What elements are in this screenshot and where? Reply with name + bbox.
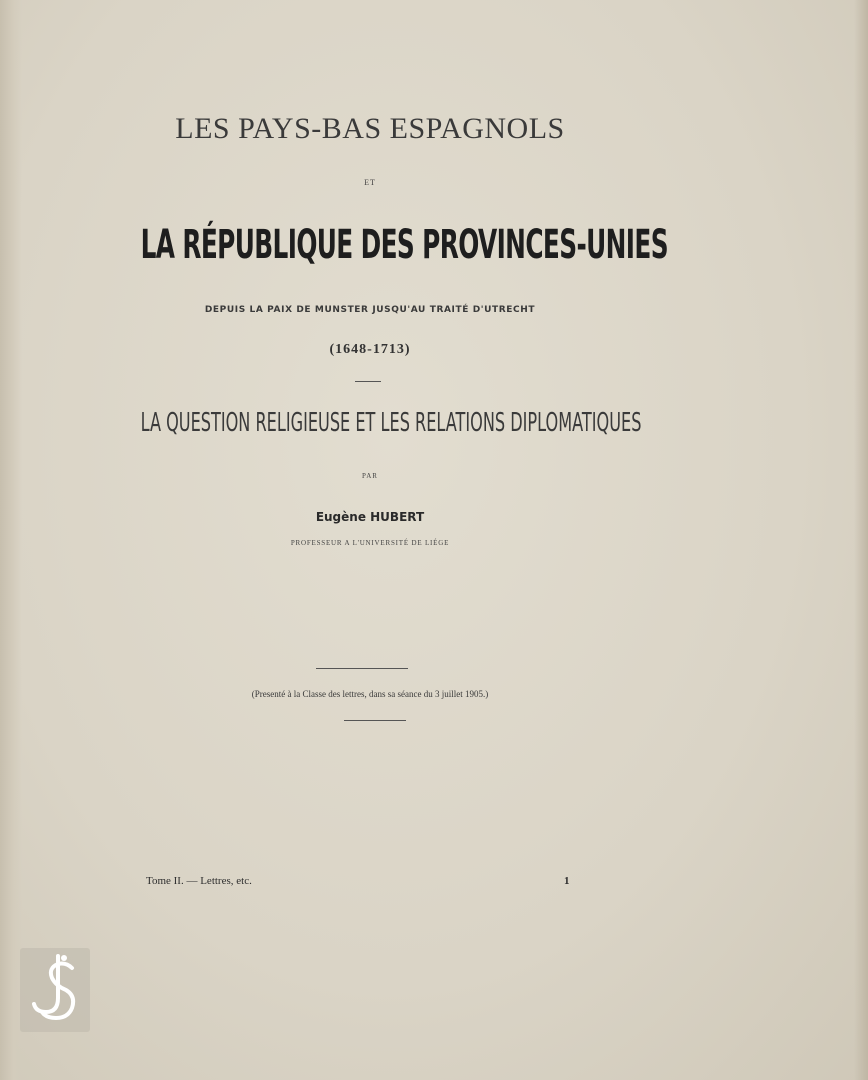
date-range: (1648-1713) <box>329 342 411 357</box>
title-connector: ET <box>364 178 376 187</box>
subtitle: DEPUIS LA PAIX DE MUNSTER JUSQU'AU TRAITÉ D'UTRECHT <box>204 305 536 315</box>
footer-page-number: 1 <box>564 875 570 887</box>
title-line-3: LA QUESTION RELIGIEUSE ET LES RELATIONS DIPLOMATIQUES <box>140 408 642 438</box>
divider-lower <box>344 720 406 721</box>
short-divider <box>355 381 381 382</box>
divider-upper <box>316 668 408 669</box>
footer-volume: Tome II. — Lettres, etc. <box>146 875 252 887</box>
author-name: Eugène HUBERT <box>315 510 425 524</box>
author-affiliation: PROFESSEUR A L'UNIVERSITÉ DE LIÉGE <box>290 539 450 547</box>
title-line-2: LA RÉPUBLIQUE DES PROVINCES-UNIES <box>140 222 668 268</box>
presentation-note: (Presenté à la Classe des lettres, dans sa séance du 3 juillet 1905.) <box>251 689 489 699</box>
js-monogram-logo <box>20 948 90 1032</box>
js-monogram-icon <box>20 948 90 1032</box>
page-right-edge <box>854 0 868 1080</box>
title-line-1: LES PAYS-BAS ESPAGNOLS <box>175 112 565 145</box>
by-label: PAR <box>362 472 378 480</box>
